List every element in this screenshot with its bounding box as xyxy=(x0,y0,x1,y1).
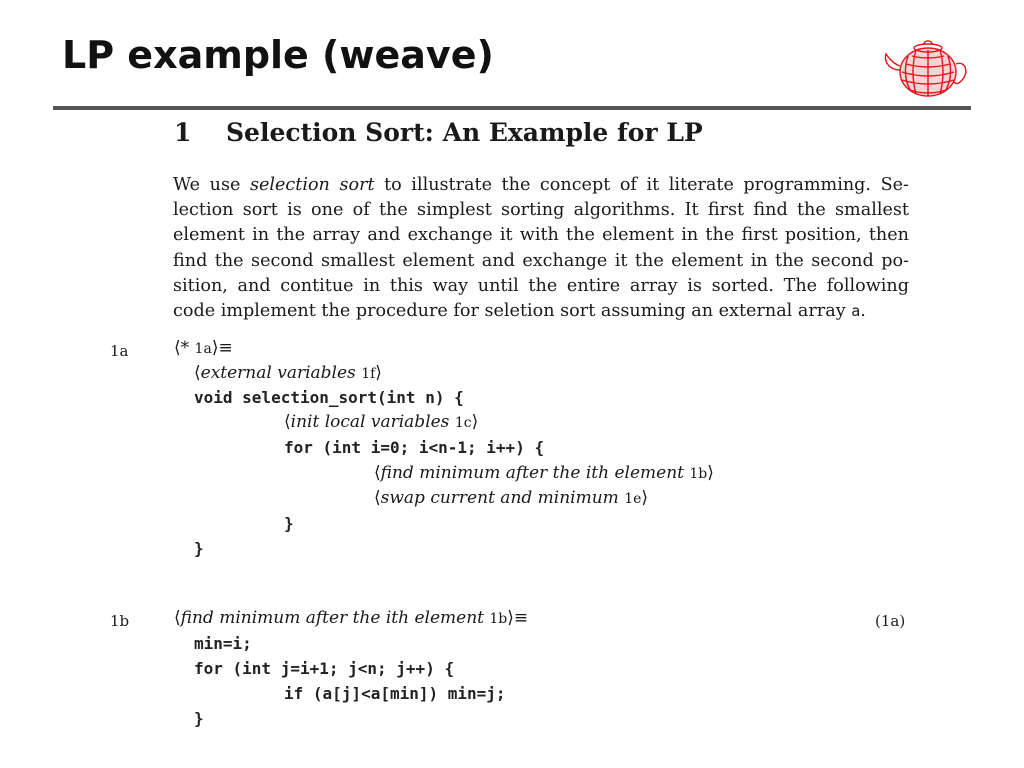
chunk-header-1b: ⟨find minimum after the ith element 1b⟩≡ xyxy=(174,608,529,628)
paragraph-line: element in the array and exchange it with the element in the first position, then xyxy=(173,225,909,246)
intro-paragraph xyxy=(173,173,909,324)
paragraph-line: lection sort is one of the simplest sorting algorithms. It first find the smallest xyxy=(173,200,909,221)
chunk-label-1a: 1a xyxy=(110,342,129,360)
code-line: if (a[j]<a[min]) min=j; xyxy=(284,684,506,703)
chunk-header-1a: ⟨* 1a⟩≡ xyxy=(174,338,233,358)
paragraph-line: code implement the procedure for seletion sort assuming an external array a. xyxy=(173,301,866,322)
emphasis-selection-sort: selection sort xyxy=(249,175,375,195)
code-line: } xyxy=(194,709,204,728)
code-line: } xyxy=(284,514,294,533)
chunk-label-1b: 1b xyxy=(110,612,130,630)
code-line: void selection_sort(int n) { xyxy=(194,388,464,407)
code-line: for (int i=0; i<n-1; i++) { xyxy=(284,438,545,457)
code-line: } xyxy=(194,539,204,558)
paragraph-line: sition, and contitue in this way until the entire array is sorted. The following xyxy=(173,275,909,296)
teapot-logo-icon xyxy=(880,30,972,102)
chunk-ref-swap: ⟨swap current and minimum 1e⟩ xyxy=(374,488,649,508)
chunk-ref-find-minimum: ⟨find minimum after the ith element 1b⟩ xyxy=(374,463,714,483)
chunk-ref-external-variables: ⟨external variables 1f⟩ xyxy=(194,363,382,383)
paragraph-line: We use selection sort to illustrate the concept of it literate programming. Se- xyxy=(173,175,909,195)
code-line: min=i; xyxy=(194,634,252,653)
chunk-ref-init-local-variables: ⟨init local variables 1c⟩ xyxy=(284,412,479,432)
slide-title: LP example (weave) xyxy=(62,33,494,77)
title-divider xyxy=(53,106,971,110)
paragraph-line: find the second smallest element and exchange it the element in the second po- xyxy=(173,250,909,271)
code-line: for (int j=i+1; j<n; j++) { xyxy=(194,659,455,678)
section-heading xyxy=(174,118,703,147)
section-number: 1 xyxy=(174,118,192,147)
inline-code-a: a xyxy=(851,302,861,321)
used-in-reference: (1a) xyxy=(875,612,906,630)
section-title: Selection Sort: An Example for LP xyxy=(226,118,703,147)
